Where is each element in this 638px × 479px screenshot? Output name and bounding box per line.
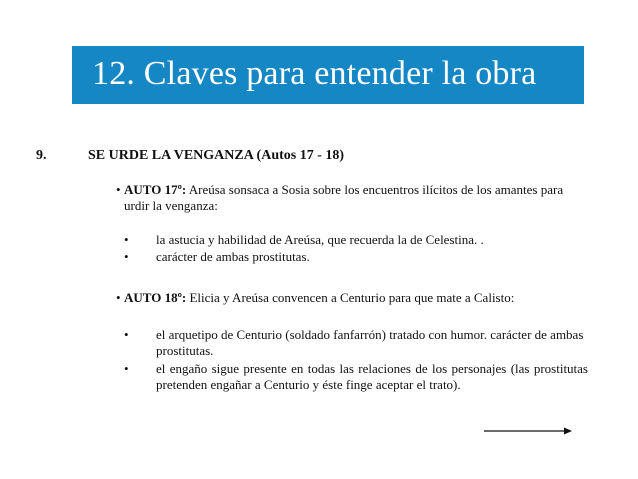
bullet-auto-18: • bbox=[116, 290, 121, 305]
auto-18-sub-1-text: el arquetipo de Centurio (soldado fanfarrón) tratado con humor. carácter de ambas prostitutas. bbox=[156, 327, 584, 358]
section-number: 9. bbox=[36, 148, 47, 163]
bullet-auto-18-sub-2: • bbox=[124, 361, 129, 376]
bullet-auto-17-sub-2: • bbox=[124, 249, 129, 264]
auto-17-sub-2-text: carácter de ambas prostitutas. bbox=[156, 249, 310, 264]
section-title: SE URDE LA VENGANZA (Autos 17 - 18) bbox=[88, 148, 345, 163]
auto-18-paragraph bbox=[124, 290, 584, 306]
bullet-auto-17-sub-1: • bbox=[124, 232, 129, 247]
slide-title: 12. Claves para entender la obra bbox=[92, 55, 537, 92]
auto-17-sub-1-text: la astucia y habilidad de Areúsa, que recuerda la de Celestina. . bbox=[156, 232, 484, 247]
arrow-right-icon[interactable] bbox=[484, 426, 574, 436]
bullet-auto-18-sub-1: • bbox=[124, 327, 129, 342]
auto-17-label: AUTO 17º: bbox=[124, 182, 187, 197]
auto-18-text: Elicia y Areúsa convencen a Centurio para que mate a Calisto: bbox=[186, 290, 515, 305]
auto-17-paragraph bbox=[124, 182, 584, 214]
bullet-auto-17: • bbox=[116, 182, 121, 197]
title-bar bbox=[72, 46, 584, 104]
auto-18-sub-2-text: el engaño sigue presente en todas las relaciones de los personajes (las prostitutas pretenden engañar a Centurio y éste finge aceptar el trato). bbox=[156, 361, 588, 392]
auto-18-label: AUTO 18º: bbox=[124, 290, 187, 305]
auto-17-text: Areúsa sonsaca a Sosia sobre los encuentros ilícitos de los amantes para urdir la venganza: bbox=[124, 182, 564, 213]
